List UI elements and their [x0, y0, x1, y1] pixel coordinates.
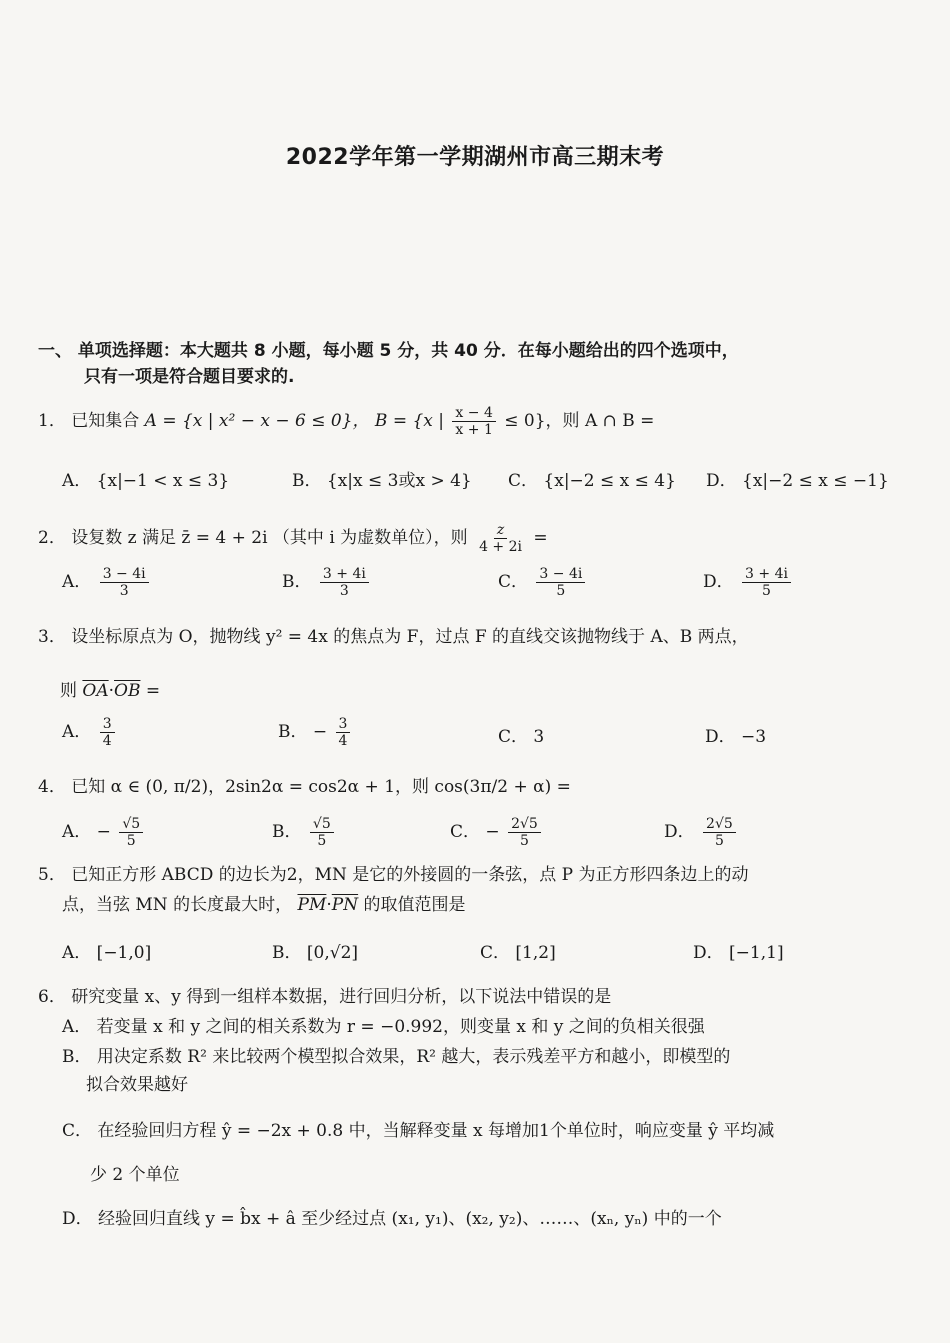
- q6-option-c-cont: 少 2 个单位: [90, 1165, 180, 1185]
- q3-option-d: D． −3: [705, 727, 767, 747]
- q1-option-c: C． {x|−2 ≤ x ≤ 4}: [508, 471, 676, 491]
- q1-option-b: B． {x|x ≤ 3或x > 4}: [292, 471, 472, 491]
- question-1-stem: 1． 已知集合 A = {x | x² − x − 6 ≤ 0}， B = {x | $\frac{x - 4}{x + 1}$ ≤ 0}，则 A ∩ B =: [38, 405, 655, 439]
- q5-option-d: D． [−1,1]: [693, 943, 784, 963]
- section-heading-cont: 只有一项是符合题目要求的.: [84, 367, 295, 387]
- q2-fraction: $\frac{z}{4 + 2i}$: [479, 522, 523, 556]
- question-2-stem: 2． 设复数 z 满足 z̄ = 4 + 2i （其中 i 为虚数单位），则 $\frac{z}{4 + 2i}$ =: [38, 522, 548, 556]
- q3-option-a: A． $\frac{3}{4}$: [62, 716, 118, 749]
- q5-option-b: B． [0,√2]: [272, 943, 359, 963]
- q5-option-a: A． [−1,0]: [62, 943, 152, 963]
- question-3-stem: 3． 设坐标原点为 O，抛物线 y² = 4x 的焦点为 F，过点 F 的直线交该抛物线于 A、B 两点，: [38, 627, 749, 647]
- q2-option-d: D． $\frac{3 + 4i}{5}$: [703, 566, 794, 599]
- q3-option-c: C． 3: [498, 727, 545, 747]
- section-heading: 一、 单项选择题：本大题共 8 小题，每小题 5 分，共 40 分．在每小题给出的四个选项中，: [38, 341, 739, 361]
- q6-option-b-cont: 拟合效果越好: [86, 1075, 188, 1095]
- question-5-stem: 5． 已知正方形 ABCD 的边长为2，MN 是它的外接圆的一条弦，点 P 为正方形四条边上的动: [38, 865, 749, 885]
- q4-option-b: B． $\frac{√5}{5}$: [272, 816, 337, 849]
- q3-option-b: B． − $\frac{3}{4}$: [278, 716, 353, 749]
- q6-option-a: A． 若变量 x 和 y 之间的相关系数为 r = −0.992，则变量 x 和 y 之间的负相关很强: [62, 1017, 705, 1037]
- q6-option-b: B． 用决定系数 R² 来比较两个模型拟合效果，R² 越大，表示残差平方和越小，即模型的: [62, 1047, 731, 1067]
- question-3-expr: 则 $\overline{OA}\cdot\overline{OB}$ =: [60, 681, 161, 701]
- q1-fraction: $\frac{x - 4}{x + 1}$: [452, 405, 495, 438]
- page-title: 2022学年第一学期湖州市高三期末考: [285, 145, 665, 170]
- q4-option-d: D． $\frac{2√5}{5}$: [664, 816, 739, 849]
- question-6-stem: 6． 研究变量 x、y 得到一组样本数据，进行回归分析，以下说法中错误的是: [38, 987, 612, 1007]
- q5-option-c: C． [1,2]: [480, 943, 556, 963]
- q6-option-c: C． 在经验回归方程 ŷ = −2x + 0.8 中，当解释变量 x 每增加1个单位时，响应变量 ŷ 平均减: [62, 1121, 775, 1141]
- q2-option-a: A． $\frac{3 - 4i}{3}$: [62, 566, 152, 599]
- q4-option-a: A． − $\frac{√5}{5}$: [62, 816, 146, 849]
- q1-option-a: A． {x|−1 < x ≤ 3}: [62, 471, 230, 491]
- question-5-stem-cont: 点，当弦 MN 的长度最大时， $\overline{PM}\cdot\overline{PN}$ 的取值范围是: [62, 895, 466, 915]
- q2-option-b: B． $\frac{3 + 4i}{3}$: [282, 566, 372, 599]
- q6-option-d: D． 经验回归直线 y = b̂x + â 至少经过点 (x₁, y₁)、(x₂, y₂)、……、(xₙ, yₙ) 中的一个: [62, 1209, 722, 1229]
- q2-option-c: C． $\frac{3 - 4i}{5}$: [498, 566, 588, 599]
- question-4-stem: 4． 已知 α ∈ (0, π/2)，2sin2α = cos2α + 1，则 cos(3π/2 + α) =: [38, 777, 571, 797]
- q4-option-c: C． − $\frac{2√5}{5}$: [450, 816, 544, 849]
- q1-option-d: D． {x|−2 ≤ x ≤ −1}: [706, 471, 889, 491]
